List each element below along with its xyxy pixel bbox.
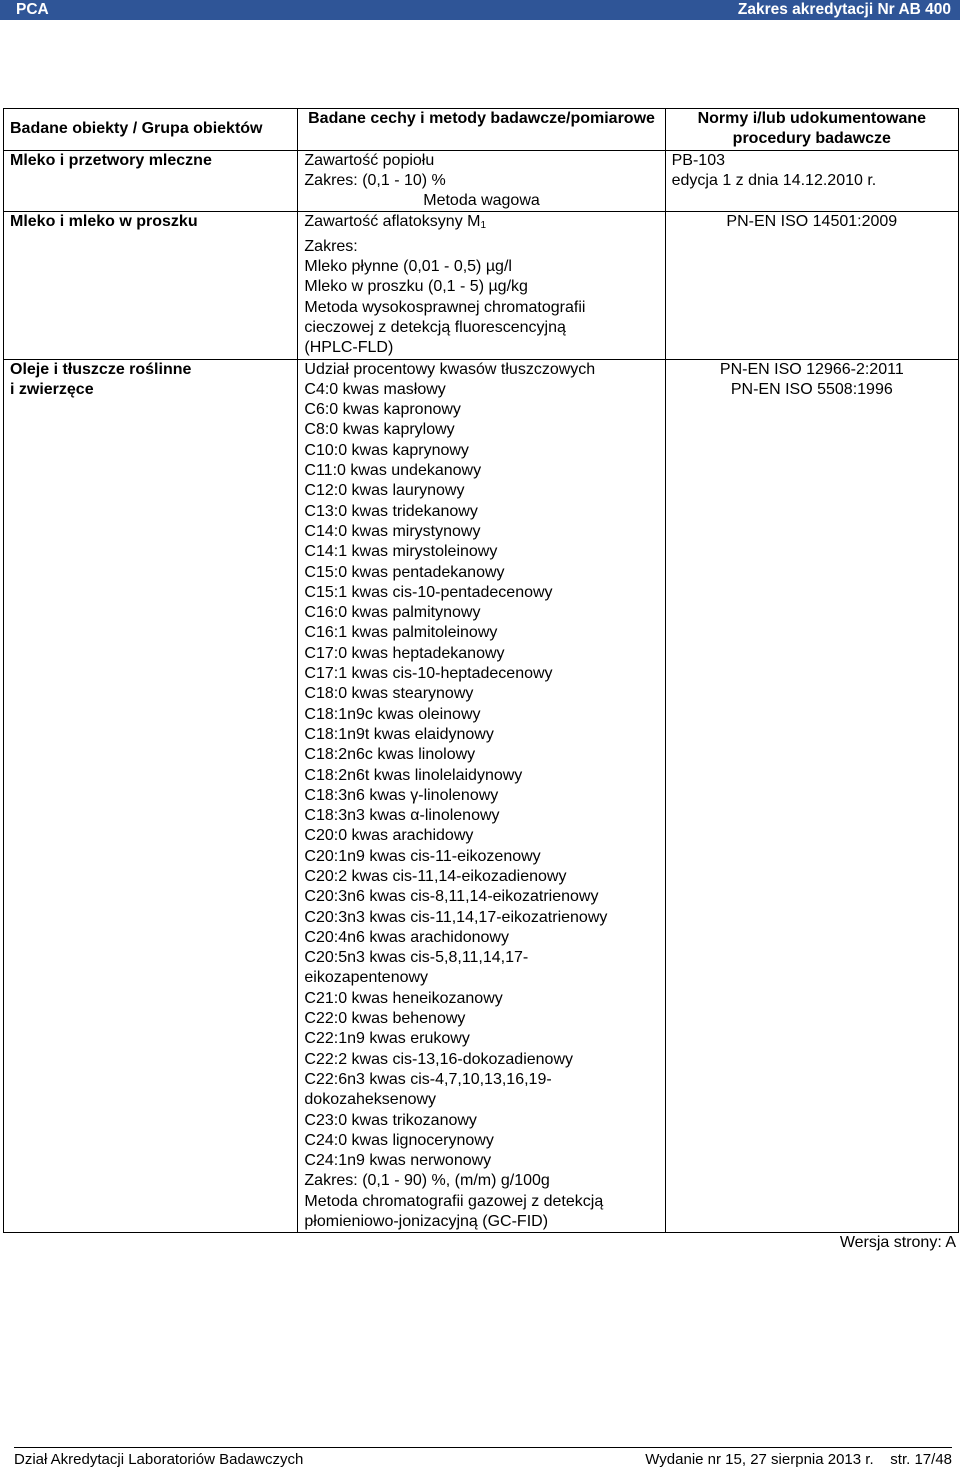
feature-line: dokozaheksenowy (304, 1091, 437, 1109)
feature-line: Zawartość popiołu (304, 151, 435, 169)
standard-line: PN-EN ISO 5508:1996 (730, 380, 893, 398)
col-header-standards: Normy i/lub udokumentowane procedury badawcze (665, 109, 958, 151)
feature-line: cieczowej z detekcją fluorescencyjną (304, 318, 566, 336)
footer-divider (14, 1447, 952, 1448)
feature-line: C11:0 kwas undekanowy (304, 462, 482, 480)
feature-line: C22:6n3 kwas cis-4,7,10,13,16,19- (304, 1070, 552, 1088)
feature-line: Udział procentowy kwasów tłuszczowych (304, 360, 596, 378)
standards-cell (665, 359, 958, 1233)
feature-line: C18:2n6t kwas linolelaidynowy (304, 766, 523, 784)
feature-line: C23:0 kwas trikozanowy (304, 1111, 477, 1129)
table-row (4, 150, 959, 212)
feature-line: Zakres: (0,1 - 10) % (304, 171, 446, 189)
features-cell (298, 212, 665, 359)
feature-line: C20:1n9 kwas cis-11-eikozenowy (304, 847, 541, 865)
feature-line: C18:0 kwas stearynowy (304, 685, 474, 703)
table-header-row (4, 109, 959, 151)
feature-line: C20:3n3 kwas cis-11,14,17-eikozatrienowy (304, 908, 608, 926)
feature-line: eikozapentenowy (304, 969, 429, 987)
feature-line: C6:0 kwas kapronowy (304, 401, 461, 419)
feature-line: Mleko w proszku (0,1 - 5) µg/kg (304, 278, 528, 296)
table-row (4, 212, 959, 359)
standards-cell (665, 150, 958, 212)
feature-line: płomieniowo-jonizacyjną (GC-FID) (304, 1213, 549, 1231)
subscript: 1 (480, 220, 487, 232)
feature-line: C17:0 kwas heptadekanowy (304, 644, 505, 662)
feature-line: C18:3n3 kwas α-linolenowy (304, 807, 500, 825)
feature-line: C20:0 kwas arachidowy (304, 827, 474, 845)
page-header (0, 0, 960, 20)
feature-line: C18:2n6c kwas linolowy (304, 746, 476, 764)
features-cell (298, 150, 665, 212)
feature-line: C24:0 kwas lignocerynowy (304, 1131, 494, 1149)
standard-line: PN-EN ISO 12966-2:2011 (719, 360, 904, 378)
feature-line: C22:1n9 kwas erukowy (304, 1030, 470, 1048)
feature-line: C17:1 kwas cis-10-heptadecenowy (304, 665, 553, 683)
object-cell (4, 359, 298, 1233)
feature-line: C20:3n6 kwas cis-8,11,14-eikozatrienowy (304, 888, 599, 906)
feature-line: C14:0 kwas mirystynowy (304, 522, 481, 540)
feature-line: C18:1n9c kwas oleinowy (304, 705, 481, 723)
feature-line: C10:0 kwas kaprynowy (304, 441, 469, 459)
feature-line: Metoda wysokosprawnej chromatografii (304, 298, 586, 316)
object-cell (4, 150, 298, 212)
object-cell (4, 212, 298, 359)
feature-line: C20:5n3 kwas cis-5,8,11,14,17- (304, 949, 529, 967)
feature-line: C20:2 kwas cis-11,14-eikozadienowy (304, 867, 567, 885)
object-name: i zwierzęce (10, 380, 94, 398)
object-name: Mleko i przetwory mleczne (10, 151, 212, 169)
feature-line: C13:0 kwas tridekanowy (304, 502, 478, 520)
feature-line: Zakres: (0,1 - 90) %, (m/m) g/100g (304, 1172, 550, 1190)
feature-line: (HPLC-FLD) (304, 339, 394, 357)
object-name: Oleje i tłuszcze roślinne (10, 360, 192, 378)
object-name: Mleko i mleko w proszku (10, 213, 198, 231)
header-org: PCA (16, 1, 49, 18)
feature-line: C22:2 kwas cis-13,16-dokozadienowy (304, 1050, 573, 1068)
feature-line: C24:1n9 kwas nerwonowy (304, 1152, 492, 1170)
standards-cell (665, 212, 958, 359)
feature-line (304, 212, 658, 236)
feature-line: Mleko płynne (0,01 - 0,5) µg/l (304, 258, 512, 276)
feature-line: C12:0 kwas laurynowy (304, 482, 465, 500)
page-version: Wersja strony: A (839, 1234, 956, 1251)
feature-line: C18:3n6 kwas γ-linolenowy (304, 786, 499, 804)
feature-line: C15:0 kwas pentadekanowy (304, 563, 505, 581)
standard-line: PB-103 (671, 151, 725, 169)
feature-text: Zawartość aflatoksyny M (304, 213, 481, 231)
header-title: Zakres akredytacji Nr AB 400 (737, 1, 951, 18)
feature-line: C4:0 kwas masłowy (304, 380, 446, 398)
col-header-objects: Badane obiekty / Grupa obiektów (4, 109, 298, 151)
feature-line: C22:0 kwas behenowy (304, 1010, 466, 1028)
standard-line: PN-EN ISO 14501:2009 (726, 213, 898, 231)
feature-line: C15:1 kwas cis-10-pentadecenowy (304, 583, 553, 601)
feature-line: Metoda wagowa (423, 192, 540, 210)
feature-line: Zakres: (304, 237, 358, 255)
feature-line: C20:4n6 kwas arachidonowy (304, 928, 509, 946)
feature-line: C16:1 kwas palmitoleinowy (304, 624, 498, 642)
feature-line: C14:1 kwas mirystoleinowy (304, 543, 498, 561)
feature-line: C16:0 kwas palmitynowy (304, 604, 481, 622)
footer-edition: Wydanie nr 15, 27 sierpnia 2013 r. str. 17/48 (645, 1451, 952, 1468)
standard-line: edycja 1 z dnia 14.12.2010 r. (671, 171, 877, 189)
accreditation-scope-table (3, 108, 959, 1233)
footer-department: Dział Akredytacji Laboratoriów Badawczych (14, 1451, 304, 1468)
col-header-features: Badane cechy i metody badawcze/pomiarowe (298, 109, 665, 151)
feature-line: C21:0 kwas heneikozanowy (304, 989, 503, 1007)
feature-line: C8:0 kwas kaprylowy (304, 421, 455, 439)
feature-line: C18:1n9t kwas elaidynowy (304, 725, 494, 743)
features-cell (298, 359, 665, 1233)
feature-line: Metoda chromatografii gazowej z detekcją (304, 1192, 604, 1210)
table-row (4, 359, 959, 1233)
